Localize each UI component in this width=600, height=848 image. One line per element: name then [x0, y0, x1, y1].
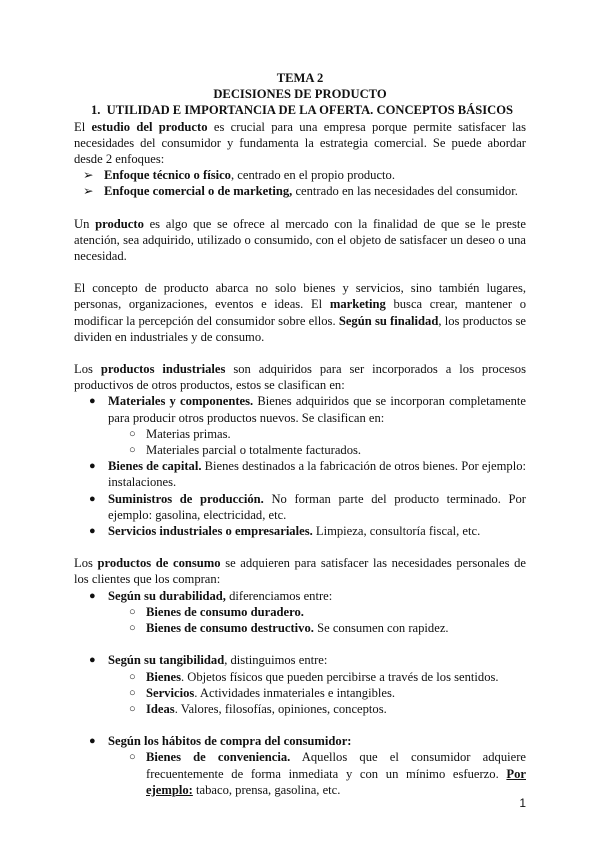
list-item: ● Materiales y componentes. Bienes adquiridos que se incorporan completamente para producir otros productos nuevos. Se clasifican en: ○ Materias primas. ○ Materiales parcial o totalmente facturados. — [74, 393, 526, 458]
list-item: ● Según su tangibilidad, distinguimos entre: ○ Bienes. Objetos físicos que pueden percibirse a través de los sentidos. ○ Servicios. Actividades inmateriales e intangibles. ○ Ideas. Valores, filosofías, opiniones, conceptos. — [74, 652, 526, 717]
page-number: 1 — [519, 796, 526, 810]
section-heading: 1. UTILIDAD E IMPORTANCIA DE LA OFERTA. CONCEPTOS BÁSICOS — [90, 103, 514, 118]
circle-bullet-icon: ○ — [129, 622, 136, 635]
enfoques-list — [74, 167, 526, 199]
arrow-bullet-icon: ➢ — [83, 184, 94, 199]
sub-list-item: ○ Materiales parcial o totalmente facturados. — [129, 443, 362, 458]
list-item: ➢ Enfoque comercial o de marketing, centrado en las necesidades del consumidor. — [83, 184, 518, 199]
sub-list-item: ○ Bienes de consumo duradero. — [129, 604, 304, 619]
sub-list-item: ○ Servicios. Actividades inmateriales e intangibles. — [129, 685, 396, 700]
dot-bullet-icon: ● — [89, 460, 96, 473]
list-item: ● Según los hábitos de compra del consumidor: ○ Bienes de conveniencia. Aquellos que el consumidor adquiere frecuentemente de forma inmediata y con un mínimo esfuerzo. Por ejemplo: tabaco, prensa, gasolina, etc. — [74, 733, 526, 798]
sub-list — [74, 749, 526, 798]
dot-bullet-icon: ● — [89, 395, 96, 408]
paragraph-estudio: El estudio del producto es crucial para una empresa porque permite satisfacer las necesidades del consumidor y fundamenta la estrategia comercial. Se puede abordar desde 2 enfoques: — [74, 119, 527, 167]
list-item: ● Servicios industriales o empresariales. Limpieza, consultoría fiscal, etc. — [89, 524, 481, 539]
list-item: ● Según su durabilidad, diferenciamos entre: ○ Bienes de consumo duradero. ○ Bienes de consumo destructivo. Se consumen con rapidez. — [74, 588, 526, 637]
paragraph-producto: Un producto es algo que se ofrece al mercado con la finalidad de que se le preste atención, sea adquirido, utilizado o consumido, con el objeto de satisfacer un deseo o una necesidad. — [74, 216, 526, 264]
circle-bullet-icon: ○ — [129, 751, 136, 764]
list-item: ➢ Enfoque técnico o físico, centrado en el propio producto. — [83, 168, 395, 183]
circle-bullet-icon: ○ — [129, 686, 136, 699]
circle-bullet-icon: ○ — [129, 702, 136, 715]
paragraph-concepto: El concepto de producto abarca no solo bienes y servicios, sino también lugares, personas, organizaciones, eventos e ideas. El marketing busca crear, mantener o modificar la percepción del consumidor sobre ellos. Según su finalidad, los productos se dividen en industriales y de consumo. — [74, 281, 527, 344]
dot-bullet-icon: ● — [89, 525, 96, 538]
dot-bullet-icon: ● — [89, 589, 96, 602]
arrow-bullet-icon: ➢ — [83, 168, 94, 183]
sub-list-item: ○ Bienes de conveniencia. Aquellos que el consumidor adquiere frecuentemente de forma inmediata y con un mínimo esfuerzo. Por ejemplo: tabaco, prensa, gasolina, etc. — [129, 750, 526, 797]
sub-list-item: ○ Ideas. Valores, filosofías, opiniones, conceptos. — [129, 701, 387, 716]
paragraph-industriales: Los productos industriales son adquiridos para ser incorporados a los procesos productivos de otros productos, estos se clasifican en: — [74, 362, 526, 393]
sub-list — [74, 669, 526, 718]
page-content — [74, 70, 526, 798]
list-item: ● Bienes de capital. Bienes destinados a la fabricación de otros bienes. Por ejemplo: instalaciones. — [89, 459, 526, 490]
circle-bullet-icon: ○ — [129, 605, 136, 618]
consumo-list-tangibilidad — [74, 652, 526, 717]
sub-list-item: ○ Materias primas. — [129, 426, 231, 441]
dot-bullet-icon: ● — [89, 492, 96, 505]
consumo-list-habitos — [74, 733, 526, 798]
topic-number: TEMA 2 — [276, 71, 324, 85]
sub-list-item: ○ Bienes. Objetos físicos que pueden percibirse a través de los sentidos. — [129, 669, 499, 684]
circle-bullet-icon: ○ — [129, 427, 136, 440]
dot-bullet-icon: ● — [89, 654, 96, 667]
document-title: DECISIONES DE PRODUCTO — [213, 87, 387, 102]
circle-bullet-icon: ○ — [129, 670, 136, 683]
sub-list — [74, 604, 526, 636]
circle-bullet-icon: ○ — [129, 444, 136, 457]
list-item: ● Suministros de producción. No forman parte del producto terminado. Por ejemplo: gasolina, electricidad, etc. — [89, 491, 526, 522]
sub-list-item: ○ Bienes de consumo destructivo. Se consumen con rapidez. — [129, 621, 449, 636]
dot-bullet-icon: ● — [89, 735, 96, 748]
consumo-list — [74, 588, 526, 637]
paragraph-consumo: Los productos de consumo se adquieren para satisfacer las necesidades personales de los clientes que los compran: — [74, 556, 526, 587]
sub-list — [74, 426, 526, 458]
industriales-list — [74, 393, 526, 539]
